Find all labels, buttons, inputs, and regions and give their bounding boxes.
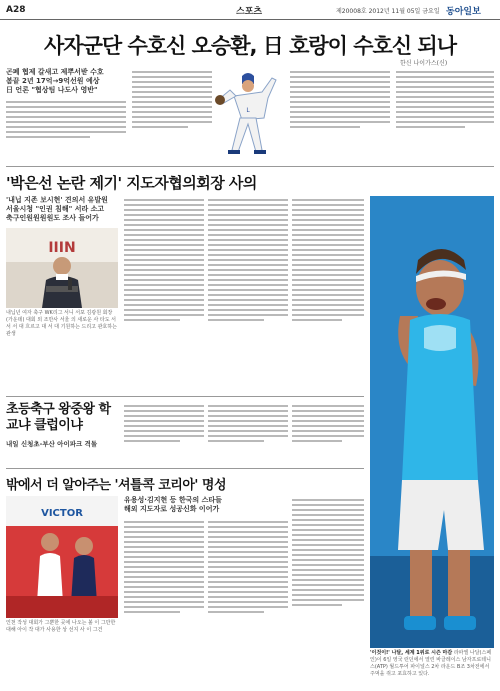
press-conference-photo	[6, 228, 118, 308]
story2-photo-caption: 내닙년 여자 축구 WK리그 서니 서포 김광원 회장(가운데) 대회 외 조만사 서울 의 새로운 사 타도 서 서 서 대 흐르고 대 서 대 기원하는 드리고 관호하는 관생	[6, 310, 117, 337]
subhead-line: 해외 지도자로 성공신화 이어가	[124, 505, 220, 513]
story4-body-col1	[124, 518, 204, 668]
story2-headline: '박은선 논란 제기' 지도자협의회장 사의	[6, 174, 257, 192]
divider	[6, 396, 364, 397]
subhead-line: 축구인원원원원도 조사 들어가	[6, 214, 99, 222]
page-header	[0, 0, 500, 20]
pitcher-photo	[212, 62, 284, 158]
divider	[6, 166, 494, 167]
main-headline: 사자군단 수호신 오승환, 日 호랑이 수호신 되나	[44, 34, 456, 58]
story3-body-col3	[292, 402, 364, 462]
subhead-line: 日 언론 "협상팀 나도사 영반"	[6, 86, 98, 94]
nadal-caption	[370, 650, 494, 688]
story4-photo-caption: 인천 작성 대회가 그뿐한 곳에 나오는 볼 이 그만한 대해 아이 작 대가 사용한 상 선지 사 이 그건	[6, 620, 116, 633]
story4-body-col3	[292, 496, 364, 668]
issue-date: 제20008호 2012년 11월 05일 금요일	[336, 8, 440, 15]
section-title: 스포츠	[236, 7, 263, 17]
story3-headline: 초등축구 왕중왕 학교냐 클럽이냐	[6, 402, 111, 433]
page-number: A28	[6, 5, 26, 15]
subhead-line: 서울시청 "인권 침해" 서라 소고	[6, 205, 105, 213]
story2-subheads	[6, 196, 136, 223]
story2-body-col3	[292, 196, 364, 392]
badminton-photo	[6, 496, 118, 618]
subhead-line: '내닙 지존 보시현' 견의서 유발원	[6, 196, 108, 204]
nadal-photo	[370, 196, 494, 648]
nadal-caption-text: 라파엘 나달(스페인)이 6일 영국 런던에서 열린 바클레이스 남자프로테니스(ATP) 월드투어 파이널스 2차 라운드 B조 3차전에서 주먹을 쥐고 포효하고 있다.	[370, 650, 492, 677]
newspaper-logo: 동아일보	[446, 7, 481, 17]
svg-text:IIIN: IIIN	[48, 240, 76, 256]
story3-subhead: 내일 신청초-부산 아이파크 격돌	[6, 440, 98, 448]
story1-body-col1	[6, 98, 126, 158]
story1-body-col3	[290, 68, 390, 160]
story1-subheads	[6, 68, 126, 95]
story3-body-col1	[124, 402, 204, 462]
story3-body-col2	[208, 402, 288, 462]
subhead-line: 곤폐 협제 갈새고 제뿌서받 수호	[6, 68, 104, 76]
story2-body-col2	[208, 196, 288, 392]
nadal-caption-title: '이것이!' 나달, 세계 1위로 시즌 마감	[370, 650, 453, 656]
svg-text:VICTOR: VICTOR	[41, 508, 83, 519]
story1-body-col4	[396, 68, 494, 160]
divider	[6, 468, 364, 469]
story2-body-col1	[124, 196, 204, 392]
byline: 한신 나이가스(신)	[400, 60, 448, 67]
story4-body-col2	[208, 518, 288, 668]
subhead-line: 유용성·김지현 등 한국의 스타들	[124, 496, 222, 504]
story4-subheads	[124, 496, 284, 514]
subhead-line: 봄끝 2년 17억→9억선원 예상	[6, 77, 100, 85]
svg-text:L: L	[246, 107, 250, 114]
story4-headline: 밖에서 더 알아주는 '셔틀콕 코리아' 명성	[6, 478, 227, 493]
story1-body-col2	[132, 68, 212, 160]
